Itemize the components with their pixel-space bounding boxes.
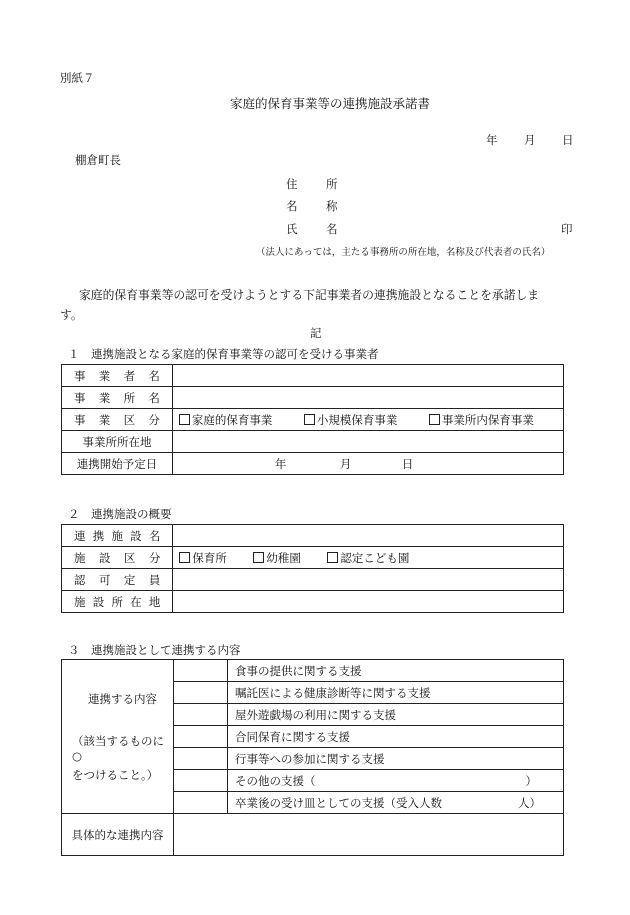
applicant-note: （法人にあっては，主たる事務所の所在地，名称及び代表者の氏名） <box>256 247 551 258</box>
table-row <box>62 525 564 547</box>
detail-content-field[interactable] <box>174 814 564 856</box>
support-item-graduation: 卒業後の受け皿としての支援（受入人数 人） <box>228 792 564 814</box>
table-row <box>62 453 564 475</box>
label-operator-name: 事 業 者 名 <box>62 365 173 387</box>
date-month: 月 <box>524 133 536 147</box>
support-item: 合同保育に関する支援 <box>228 726 564 748</box>
option-home-childcare[interactable]: 家庭的保育事業 <box>179 412 304 428</box>
facility-type-options <box>173 547 564 569</box>
label-main: 連携する内容 <box>88 691 157 706</box>
addressee: 棚倉町長 <box>75 153 121 167</box>
option-small-childcare[interactable]: 小規模保育事業 <box>304 412 429 428</box>
capacity-field[interactable] <box>173 569 564 591</box>
start-day: 日 <box>401 456 414 471</box>
section3-table <box>61 659 564 856</box>
support-item: 食事の提供に関する支援 <box>228 660 564 682</box>
label-facility-address: 施 設 所 在 地 <box>62 591 173 613</box>
checkbox-icon[interactable] <box>429 414 440 425</box>
doc-ref: 別紙７ <box>60 71 95 85</box>
label-partner-name: 連 携 施 設 名 <box>62 525 173 547</box>
checkbox-icon[interactable] <box>327 552 338 563</box>
label-cooperation-content <box>62 660 174 814</box>
label-note-line1: （該当するものに○ <box>72 733 164 763</box>
mark-cell[interactable] <box>174 770 228 792</box>
facility-address-field[interactable] <box>173 591 564 613</box>
ki-mark: 記 <box>310 326 322 340</box>
table-row <box>62 547 564 569</box>
checkbox-icon[interactable] <box>179 552 190 563</box>
date-year: 年 <box>486 133 498 147</box>
mark-cell[interactable] <box>174 704 228 726</box>
person-label-2: 名 <box>326 222 338 236</box>
label-capacity: 認 可 定 員 <box>62 569 173 591</box>
option-nursery[interactable]: 保育所 <box>179 550 253 566</box>
checkbox-icon[interactable] <box>179 414 190 425</box>
start-month: 月 <box>339 456 352 471</box>
table-row <box>62 591 564 613</box>
checkbox-icon[interactable] <box>304 414 315 425</box>
section1-table <box>61 364 564 475</box>
table-row <box>62 814 564 856</box>
mark-cell[interactable] <box>174 660 228 682</box>
start-year: 年 <box>274 456 287 471</box>
address-label-2: 所 <box>326 177 338 191</box>
label-business-type: 事 業 区 分 <box>62 409 173 431</box>
name-label-2: 称 <box>326 199 338 213</box>
office-name-field[interactable] <box>172 387 563 409</box>
checkbox-icon[interactable] <box>253 552 264 563</box>
support-item: 屋外遊戯場の利用に関する支援 <box>228 704 564 726</box>
label-office-address: 事業所所在地 <box>62 431 173 453</box>
body-text-line1: 家庭的保育事業等の認可を受けようとする下記事業者の連携施設となることを承諾しま <box>79 288 540 302</box>
label-office-name: 事 業 所 名 <box>62 387 173 409</box>
mark-cell[interactable] <box>174 682 228 704</box>
address-label-1: 住 <box>286 177 298 191</box>
support-item: 行事等への参加に関する支援 <box>228 748 564 770</box>
business-type-options <box>172 409 563 431</box>
label-note-line2: をつけること。） <box>72 767 159 782</box>
support-item: 嘱託医による健康診断等に関する支援 <box>228 682 564 704</box>
mark-cell[interactable] <box>174 748 228 770</box>
operator-name-field[interactable] <box>172 365 563 387</box>
option-kindergarten[interactable]: 幼稚園 <box>253 550 327 566</box>
mark-cell[interactable] <box>174 792 228 814</box>
table-row <box>62 431 564 453</box>
table-row <box>62 409 564 431</box>
mark-cell[interactable] <box>174 726 228 748</box>
table-row <box>62 569 564 591</box>
section2-table <box>61 524 564 613</box>
label-facility-type: 施 設 区 分 <box>62 547 173 569</box>
section1-heading: １ 連携施設となる家庭的保育事業等の認可を受ける事業者 <box>68 347 379 361</box>
option-workplace-childcare[interactable]: 事業所内保育事業 <box>429 412 534 428</box>
table-row <box>62 365 564 387</box>
start-date-field[interactable] <box>172 453 563 475</box>
label-detail-content: 具体的な連携内容 <box>62 814 174 856</box>
partner-name-field[interactable] <box>173 525 564 547</box>
body-text-line2: す。 <box>60 308 83 322</box>
table-row <box>62 660 564 682</box>
label-start-date: 連携開始予定日 <box>62 453 173 475</box>
section2-heading: ２ 連携施設の概要 <box>68 507 172 521</box>
option-certified-center[interactable]: 認定こども園 <box>327 550 409 566</box>
page-title: 家庭的保育事業等の連携施設承諾書 <box>230 96 431 111</box>
seal-mark: 印 <box>561 222 573 236</box>
date-day: 日 <box>562 133 574 147</box>
name-label-1: 名 <box>286 199 298 213</box>
office-address-field[interactable] <box>172 431 563 453</box>
table-row <box>62 387 564 409</box>
section3-heading: ３ 連携施設として連携する内容 <box>68 643 241 657</box>
support-item-other: その他の支援（ ） <box>228 770 564 792</box>
person-label-1: 氏 <box>286 222 298 236</box>
